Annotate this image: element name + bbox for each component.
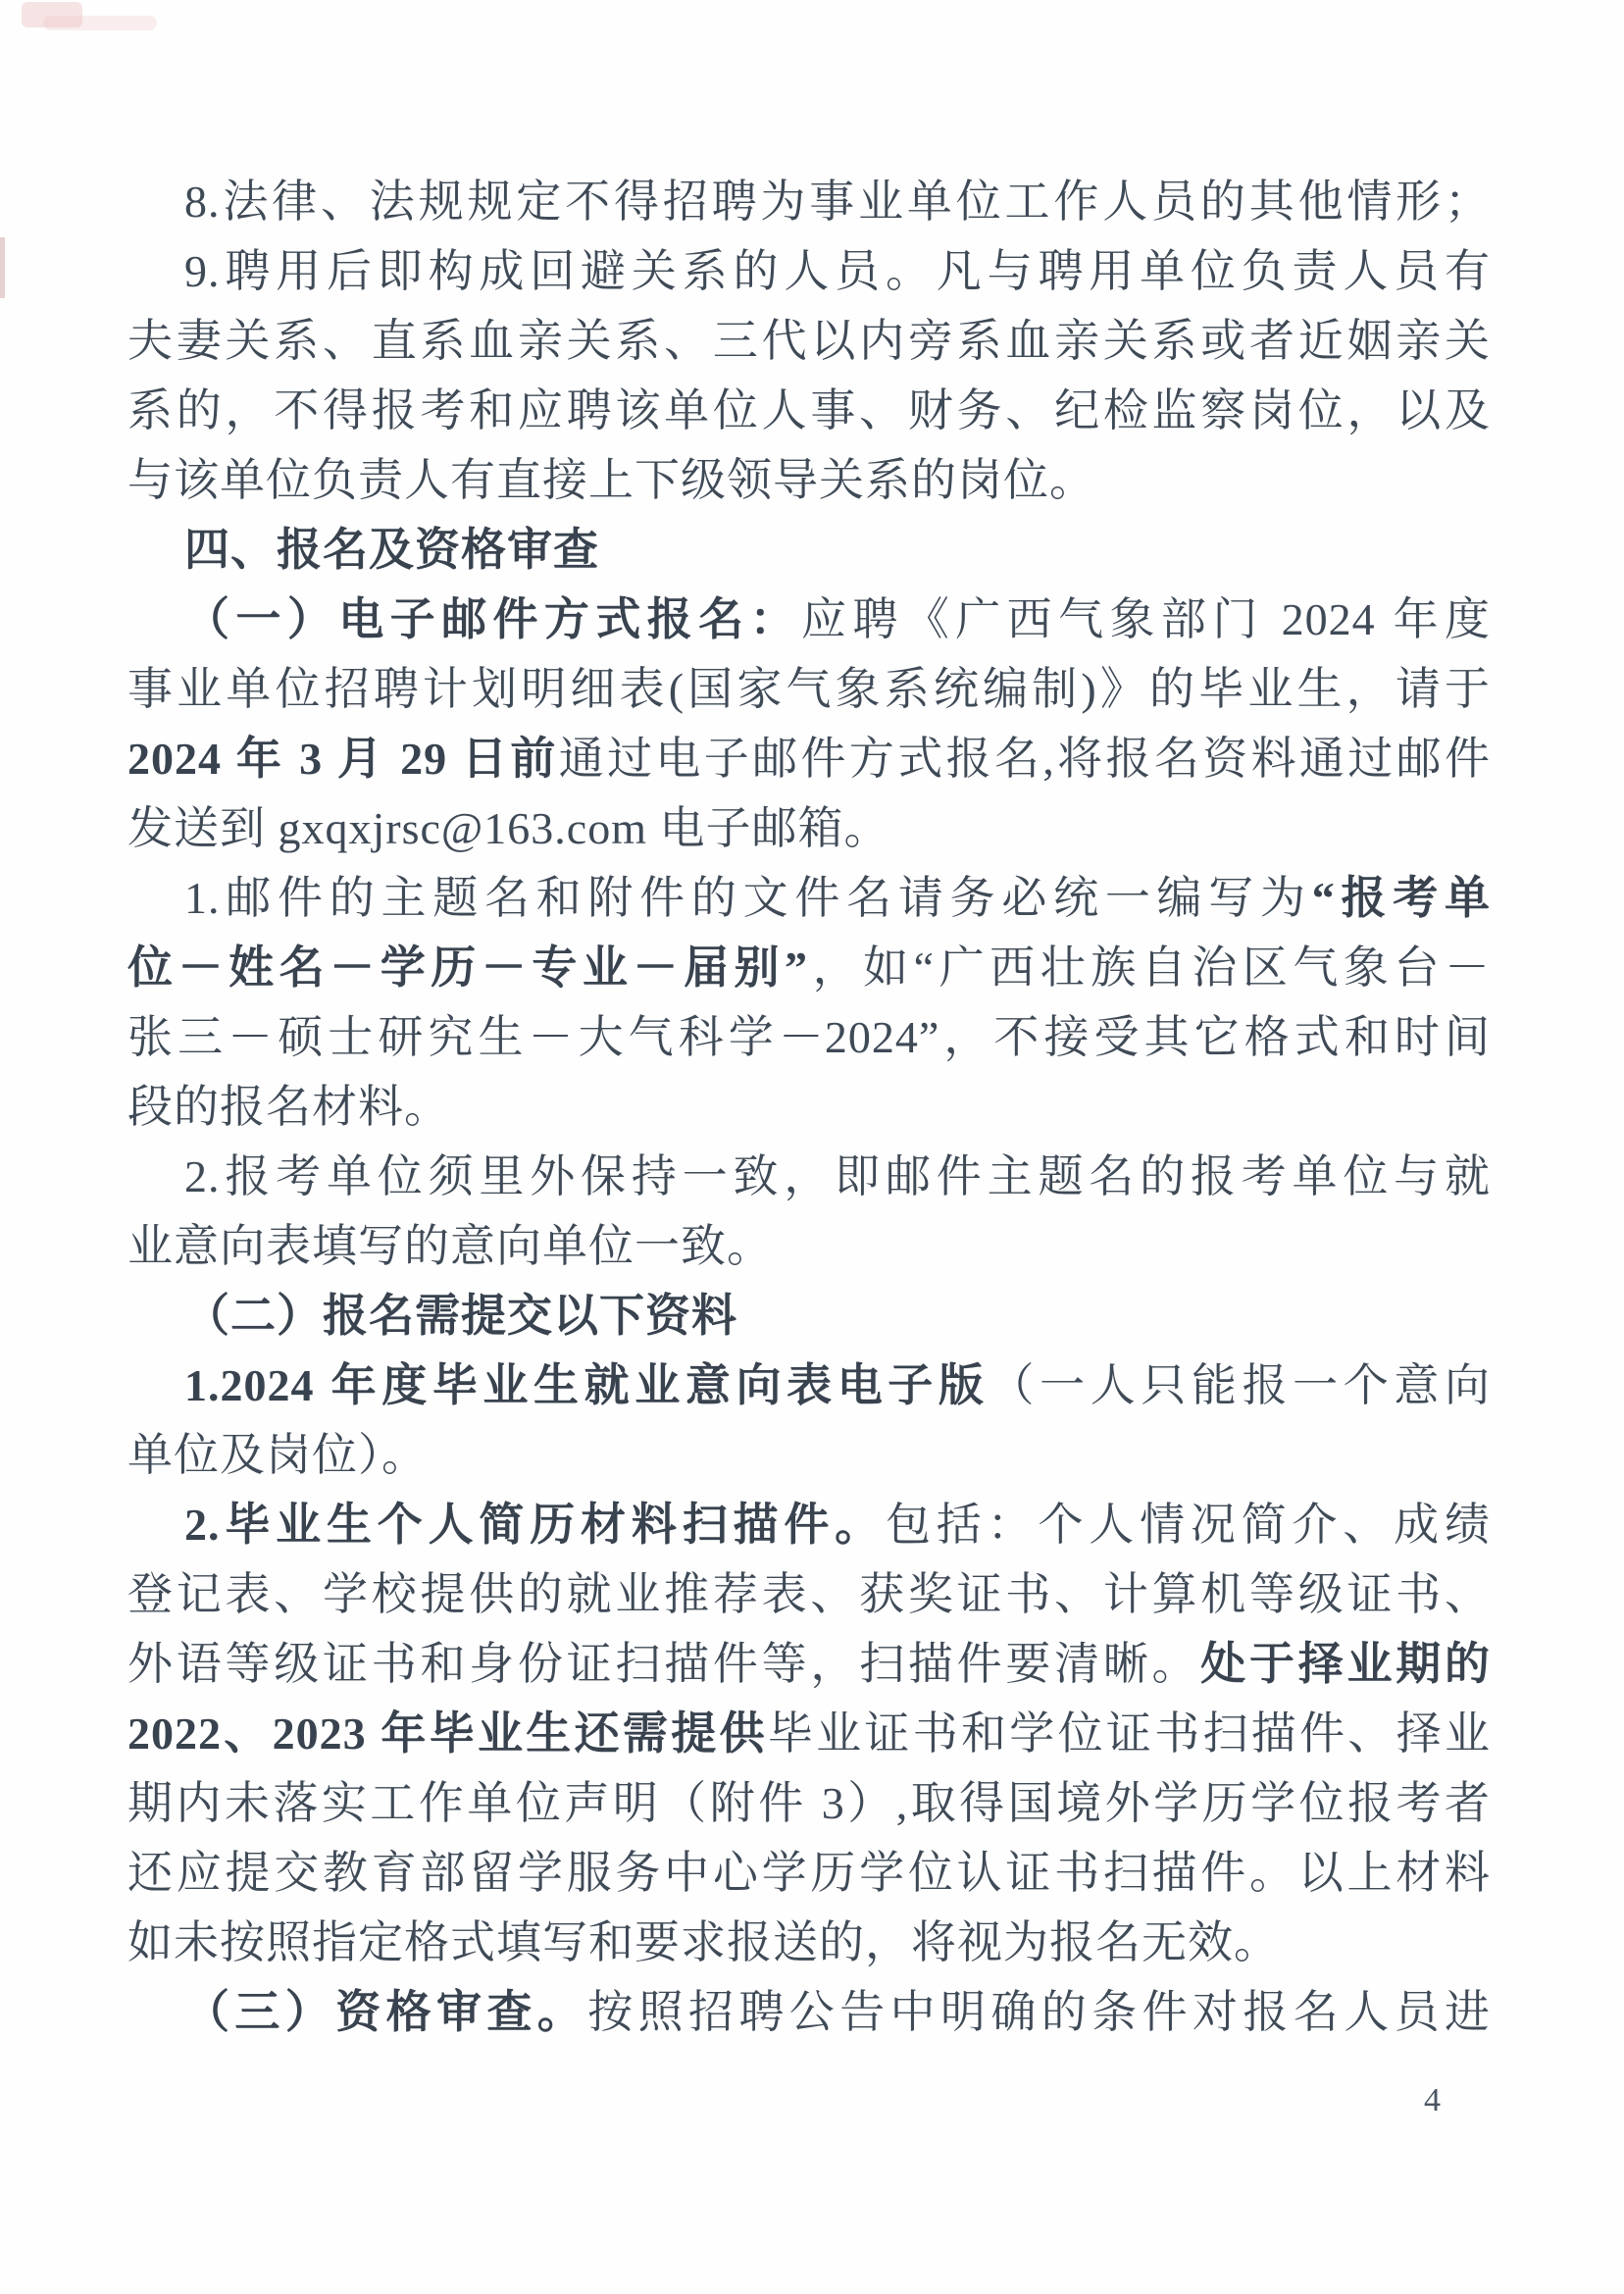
text-line <box>127 1351 1491 1420</box>
text-line <box>127 1699 1491 1768</box>
text-line <box>127 306 1491 376</box>
text-segment: 登记表、学校提供的就业推荐表、获奖证书、计算机等级证书、 <box>127 1569 1491 1619</box>
text-segment-bold: 2024 年 3 月 29 日前 <box>127 734 559 784</box>
text-segment: 单位及岗位）。 <box>127 1430 428 1480</box>
scan-artifact <box>43 16 157 30</box>
text-line <box>127 1908 1491 1977</box>
text-segment: 电子邮箱。 <box>646 803 890 853</box>
text-line <box>127 1629 1491 1699</box>
text-segment: 应聘《广西气象部门 2024 年度 <box>801 594 1492 644</box>
text-segment: 如未按照指定格式填写和要求报送的，将视为报名无效。 <box>127 1917 1280 1967</box>
text-line <box>127 1002 1491 1072</box>
text-segment: 外语等级证书和身份证扫描件等，扫描件要清晰。 <box>127 1639 1201 1689</box>
text-segment-bold: （二）报名需提交以下资料 <box>184 1291 737 1341</box>
text-segment: 通过电子邮件方式报名,将报名资料通过邮件 <box>558 734 1492 784</box>
text-segment: 业意向表填写的意向单位一致。 <box>127 1221 773 1271</box>
text-line <box>127 933 1491 1002</box>
text-segment-bold: 2.毕业生个人简历材料扫描件。 <box>184 1500 886 1550</box>
text-segment: （一人只能报一个意向 <box>989 1360 1492 1410</box>
text-line <box>127 654 1491 724</box>
text-line <box>127 515 1491 585</box>
text-segment: 2.报考单位须里外保持一致，即邮件主题名的报考单位与就 <box>184 1151 1491 1201</box>
text-line <box>127 167 1491 236</box>
text-line <box>127 1281 1491 1351</box>
text-line <box>127 1490 1491 1559</box>
text-segment: 期内未落实工作单位声明（附件 3）,取得国境外学历学位报考者 <box>127 1778 1491 1828</box>
text-line <box>127 236 1491 306</box>
text-segment: ，如“广西壮族自治区气象台－ <box>808 943 1492 993</box>
text-segment-bold: 1.2024 年度毕业生就业意向表电子版 <box>184 1360 990 1410</box>
text-line <box>127 1211 1491 1281</box>
text-segment: 毕业证书和学位证书扫描件、择业 <box>767 1708 1492 1759</box>
text-line <box>127 1142 1491 1211</box>
text-segment: gxqxjrsc@163.com <box>278 803 647 853</box>
document-body <box>127 167 1491 2047</box>
text-line <box>127 1072 1491 1142</box>
text-segment: 还应提交教育部留学服务中心学历学位认证书扫描件。以上材料 <box>127 1848 1491 1898</box>
text-segment-bold: （三）资格审查。 <box>184 1987 588 2037</box>
text-segment: 包括：个人情况简介、成绩 <box>885 1500 1492 1550</box>
text-segment: 系的，不得报考和应聘该单位人事、财务、纪检监察岗位，以及 <box>127 385 1491 435</box>
text-segment: 张三－硕士研究生－大气科学－2024”，不接受其它格式和时间 <box>127 1012 1491 1062</box>
text-segment-bold: 四、报名及资格审查 <box>184 525 599 575</box>
text-line <box>127 793 1491 863</box>
text-line <box>127 1420 1491 1490</box>
text-line <box>127 376 1491 445</box>
text-line <box>127 724 1491 793</box>
scan-artifact <box>0 237 5 298</box>
text-line <box>127 1768 1491 1838</box>
text-segment: 发送到 <box>127 803 279 853</box>
text-segment: 1.邮件的主题名和附件的文件名请务必统一编写为 <box>184 873 1312 923</box>
text-segment: 9.聘用后即构成回避关系的人员。凡与聘用单位负责人员有 <box>184 246 1491 296</box>
scan-artifact <box>22 2 82 27</box>
text-line <box>127 1559 1491 1629</box>
text-segment-bold: （一）电子邮件方式报名： <box>184 594 801 644</box>
text-line <box>127 1838 1491 1908</box>
text-segment: 夫妻关系、直系血亲关系、三代以内旁系血亲关系或者近姻亲关 <box>127 316 1491 366</box>
text-line <box>127 863 1491 933</box>
text-segment: 段的报名材料。 <box>127 1082 450 1132</box>
text-segment-bold: 处于择业期的 <box>1200 1639 1492 1689</box>
text-segment-bold: “报考单 <box>1311 873 1492 923</box>
text-segment: 与该单位负责人有直接上下级领导关系的岗位。 <box>127 455 1095 505</box>
text-segment: 事业单位招聘计划明细表(国家气象系统编制)》的毕业生，请于 <box>127 664 1491 714</box>
text-segment: 按照招聘公告中明确的条件对报名人员进 <box>587 1987 1492 2037</box>
page-number: 4 <box>1424 2082 1441 2118</box>
text-line <box>127 585 1491 654</box>
text-segment-bold: 位－姓名－学历－专业－届别” <box>127 943 809 993</box>
text-segment-bold: 2022、2023 年毕业生还需提供 <box>127 1708 768 1759</box>
text-line <box>127 445 1491 515</box>
text-segment: 8.法律、法规规定不得招聘为事业单位工作人员的其他情形； <box>184 177 1491 227</box>
text-line <box>127 1977 1491 2047</box>
